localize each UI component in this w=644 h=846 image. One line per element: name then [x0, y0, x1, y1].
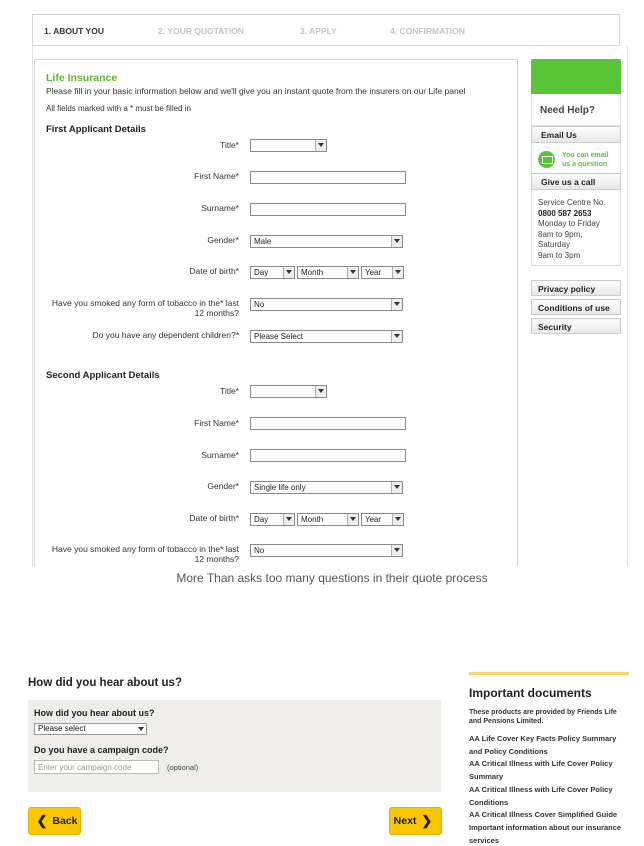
- second-applicant-heading: Second Applicant Details: [46, 370, 160, 381]
- second-gender-select[interactable]: Single life only: [250, 481, 403, 494]
- hear-about-box: [28, 700, 441, 792]
- gender-label: Gender*: [207, 481, 239, 491]
- surname-input[interactable]: [250, 203, 406, 216]
- divider: [469, 672, 629, 675]
- dob-month-select[interactable]: Month: [297, 266, 359, 279]
- gender-label: Gender*: [207, 235, 239, 245]
- divider: [627, 46, 628, 566]
- document-link[interactable]: AA Life Cover Key Facts Policy Summary and Policy Conditions: [469, 734, 617, 756]
- second-surname-input[interactable]: [250, 449, 406, 462]
- dob-label: Date of birth*: [189, 266, 239, 276]
- document-link[interactable]: AA Critical Illness with Life Cover Policy Summary: [469, 759, 613, 782]
- first-applicant-heading: First Applicant Details: [46, 124, 146, 135]
- children-select[interactable]: Please Select: [250, 330, 403, 343]
- hear-about-label: How did you hear about us?: [34, 708, 155, 718]
- first-name-label: First Name*: [194, 418, 239, 428]
- chevron-down-icon: [394, 548, 400, 552]
- document-link[interactable]: Important information about our insurance services: [469, 822, 622, 845]
- important-documents: [469, 672, 629, 846]
- campaign-code-label: Do you have a campaign code?: [34, 745, 169, 755]
- envelope-icon: [538, 151, 555, 168]
- title-select[interactable]: [250, 139, 327, 152]
- chevron-down-icon: [394, 334, 400, 338]
- second-first-name-input[interactable]: [250, 417, 406, 430]
- dob-label: Date of birth*: [189, 513, 239, 523]
- step-your-quotation[interactable]: 2. YOUR QUOTATION: [158, 26, 244, 36]
- dob-year-select[interactable]: Year: [361, 266, 404, 279]
- divider: [32, 46, 33, 566]
- chevron-down-icon: [318, 143, 324, 147]
- phone-number: 0800 587 2653: [538, 208, 592, 218]
- gender-select[interactable]: Male: [250, 235, 403, 248]
- step-confirmation[interactable]: 4. CONFIRMATION: [390, 26, 465, 36]
- documents-title: Important documents: [469, 686, 592, 700]
- chevron-down-icon: [286, 517, 292, 521]
- surname-label: Surname*: [201, 450, 239, 460]
- chevron-down-icon: [395, 517, 401, 521]
- security-link[interactable]: Security: [531, 318, 621, 334]
- second-smoke-select[interactable]: No: [250, 544, 403, 557]
- second-dob-month-select[interactable]: Month: [297, 513, 359, 526]
- chevron-down-icon: [394, 485, 400, 489]
- title-label: Title*: [219, 386, 239, 396]
- campaign-code-input[interactable]: [34, 760, 159, 774]
- optional-note: (optional): [167, 763, 199, 772]
- email-us-link[interactable]: You can email us a question: [531, 143, 621, 173]
- chevron-left-icon: ❮: [36, 813, 48, 828]
- documents-subtitle: These products are provided by Friends Life and Pensions Limited.: [469, 709, 617, 725]
- chevron-down-icon: [138, 727, 144, 731]
- step-about-you[interactable]: 1. ABOUT YOU: [44, 26, 104, 36]
- document-link[interactable]: AA Critical Illness with Life Cover Policy Conditions: [469, 784, 613, 807]
- first-name-label: First Name*: [194, 171, 239, 181]
- first-name-input[interactable]: [250, 171, 406, 184]
- progress-steps: [32, 14, 620, 46]
- application-form: [34, 59, 518, 566]
- conditions-of-use-link[interactable]: Conditions of use: [531, 299, 621, 315]
- document-link[interactable]: AA Critical Illness Cover Simplified Guide: [469, 810, 618, 820]
- help-title: Need Help?: [531, 94, 621, 126]
- chevron-down-icon: [318, 389, 324, 393]
- hear-about-select[interactable]: Please select: [34, 723, 147, 735]
- dob-day-select[interactable]: Day: [250, 266, 295, 279]
- phone-info: Service Centre No. 0800 587 2653 Monday to Friday 8am to 9pm, Saturday 9am to 3pm: [531, 190, 621, 266]
- chevron-down-icon: [286, 270, 292, 274]
- children-label: Do you have any dependent children?*: [92, 330, 239, 340]
- email-us-heading: Email Us: [531, 126, 621, 143]
- help-sidebar: [531, 59, 621, 266]
- required-note: All fields marked with a * must be filled in: [46, 104, 191, 113]
- step-apply[interactable]: 3. APPLY: [300, 26, 337, 36]
- privacy-policy-link[interactable]: Privacy policy: [531, 280, 621, 296]
- smoke-label: Have you smoked any form of tobacco in the* last 12 months?: [51, 544, 239, 564]
- call-heading: Give us a call: [531, 173, 621, 190]
- back-button[interactable]: ❮ Back: [28, 807, 81, 835]
- chevron-down-icon: [395, 270, 401, 274]
- next-button[interactable]: Next ❯: [389, 807, 442, 835]
- smoke-label: Have you smoked any form of tobacco in the* last 12 months?: [51, 298, 239, 318]
- surname-label: Surname*: [201, 203, 239, 213]
- help-banner: [531, 59, 621, 94]
- second-dob-day-select[interactable]: Day: [250, 513, 295, 526]
- form-intro: Please fill in your basic information below and we'll give you an instant quote from the insurers on our Life panel: [46, 86, 466, 96]
- chevron-right-icon: ❯: [421, 813, 433, 828]
- second-dob-year-select[interactable]: Year: [361, 513, 404, 526]
- chevron-down-icon: [350, 270, 356, 274]
- caption: More Than asks too many questions in their quote process: [176, 571, 488, 585]
- smoke-select[interactable]: No: [250, 298, 403, 311]
- chevron-down-icon: [394, 239, 400, 243]
- chevron-down-icon: [394, 302, 400, 306]
- title-label: Title*: [219, 140, 239, 150]
- form-title: Life Insurance: [46, 72, 118, 84]
- second-title-select[interactable]: [250, 385, 327, 398]
- chevron-down-icon: [350, 517, 356, 521]
- hear-about-title: How did you hear about us?: [28, 677, 182, 689]
